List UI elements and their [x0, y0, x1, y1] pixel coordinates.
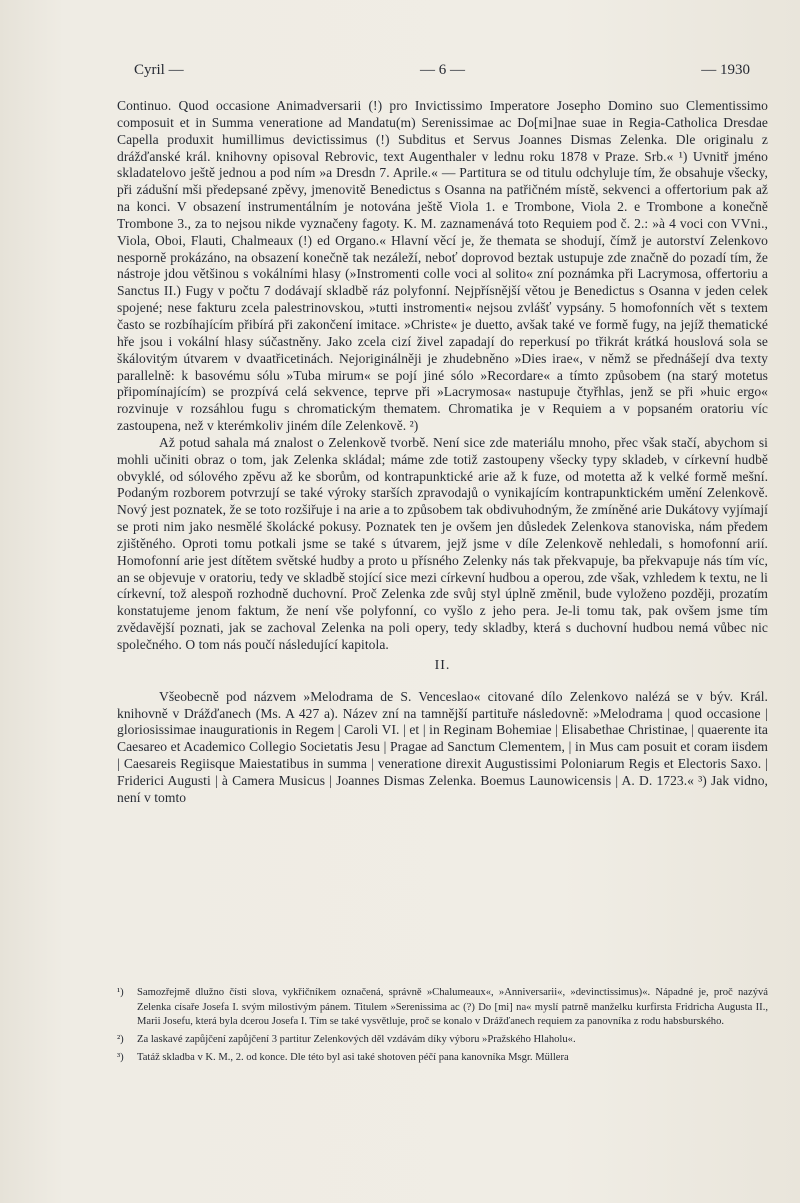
footnote-text: Tatáž skladba v K. M., 2. od konce. Dle této byl asi také shotoven péčí pana kanovníka Msgr. Müllera — [137, 1051, 569, 1063]
page-header — [134, 62, 750, 84]
footnote-marker: ³) — [117, 1051, 124, 1063]
footnotes — [117, 986, 768, 1069]
footnote-text: Za laskavé zapůjčení zapůjčení 3 partitur Zelenkových děl vzdávám díky výboru »Pražského Hlaholu«. — [137, 1034, 576, 1046]
footnote-text: Samozřejmě dlužno čísti slova, vykřičníkem označená, správně »Chalumeaux«, »Anniversarii«, »devinctissimus)«. Nápadné je, proč nazývá Zelenka císaře Josefa I. svým milostivým pánem. Titulem »Serenissima ac (?) Do [mi] na« myslí patrně manželku kurfirsta Fridricha Augusta II., Marii Josefu, která byla dcerou Josefa I. Tím se také vysvětluje, proč se konalo v Drážďanech requiem za panovníka z rodu habsburského. — [137, 987, 768, 1028]
footnote-marker: ²) — [117, 1034, 124, 1046]
running-head-year: — 1930 — [701, 62, 750, 78]
section-heading: II. — [434, 657, 451, 673]
body-text — [117, 98, 768, 807]
footnote-marker: ¹) — [117, 987, 124, 998]
paragraph-continuation: Continuo. Quod occasione Animadversarii (!) pro Invictissimo Imperatore Josepho Domino suo Clementissimo composuit et in Summa veneratione ad Mandatu(m) Serenissimae ac Do[mi]nae suae in Regia-Catholica Dresdae Capella produxit humillimus devictissimus (!) Subditus et Servus Joannes Dismas Zelenka. Dle originalu z drážďanské král. knihovny opisoval Rebrovic, text Augenthaler v lednu roku 1878 v Praze. Srb.« ¹) Uvnitř jméno skladatelovo ještě jednou a pod ním »a Dresdn 7. Aprile.« — Partitura se od titulu odchyluje tím, že obsahuje všecky, při zádušní mši předepsané zpěvy, jmenovitě Benedictus s Osanna na patřičném místě, sekvenci a offertorium pak až na konci. V obsazení instrumentálním je notována ještě Viola 1. e Trombone, Viola 2. e Trombone a konečně Trombone 3., za to nejsou nikde vyznačeny fagoty. K. M. zaznamenává toto Requiem pod č. 2.: »à 4 voci con VVni., Viola, Oboi, Flauti, Chalmeaux (!) ed Organo.« Hlavní věcí je, že themata se shodují, čímž je autorství Zelenkovo nesporně prokázáno, na obsazení konečně tak nezáleží, neboť doprovod beztak ustupuje zde značně do pozadí tím, že nástroje jdou většinou s vokálními hlasy (»Instromenti colle voci al solito« zní poznámka při Lacrymosa, offertoriu a Sanctus II.) Fugy v počtu 7 dodávají skladbě ráz polyfonní. Nejpřísnější větou je Benedictus s Osanna v jeden celek spojené; nese fakturu zcela palestrinovskou, »tutti instromenti« nejsou zvlášť vypsány. 5 homofonních vět s textem často se rozbíhajícím přibírá při zakončení imitace. »Christe« je duetto, avšak také ve formě fugy, na jejíž thematické hře jsou i vokální hlasy súčastněny. Jako zcela cizí živel zapadají do reperkusí po třikrát krátká houslová sola se škálovitým útvarem v dvaatřicetinách. Nejoriginálněji je zhudebněno »Dies irae«, v němž se přednášejí dva texty parallelně: k basovému sólu »Tuba mirum« se pojí jiné sólo »Recordare« a tímto způsobem (na starý motetus připomínajícím) se prozpívá celá sekvence, teprve při »Lacrymosa« nastupuje čtyřhlas, jenž se při »huic ergo« rozvinuje v rozsáhlou fugu s chromatickým thematem. Chromatika je v Requiem a v popsaném oratoriu víc zastoupena, než v kterémkoliv jiném díle Zelenkově. ²) — [117, 98, 768, 434]
running-head-author: Cyril — — [134, 62, 184, 78]
paragraph-melodrama: Všeobecně pod názvem »Melodrama de S. Venceslao« citované dílo Zelenkovo nalézá se v býv. Král. knihovně v Drážďanech (Ms. A 427 a). Název zní na tamnější partituře následovně: »Melodrama | quod occasione | gloriosissimae inaugurationis in Regem | Caroli VI. | et | in Reginam Bohemiae | Elisabethae Christinae, | quaerente ita Caesareo et Academico Collegio Societatis Jesu | Pragae ad Sanctum Clementem, | in Mus cam posuit et coram iisdem | Caesareis Regiisque Maiestatibus in summa | veneratione direxit Augustissimi Poloniarum Regis et Electoris Saxo. | Friderici Augusti | à Camera Musicus | Joannes Dismas Zelenka. Boemus Launowicensis | A. D. 1723.« ³) Jak vidno, není v tomto — [117, 688, 768, 805]
footnote — [117, 1033, 768, 1048]
footnote — [117, 1051, 768, 1066]
paragraph-summary: Až potud sahala má znalost o Zelenkově tvorbě. Není sice zde materiálu mnoho, přec však stačí, abychom si mohli učiniti obraz o tom, jak Zelenka skládal; máme zde totiž zastoupeny všecky typy skladeb, v církevní hudbě obvyklé, od sólového zpěvu až ke sborům, od kontrapunktické arie až k fuze, od motetta až k velké formě mešní. Podaným rozborem potvrzují se také výroky starších zpravodajů o vynikajícím kontrapunktickém umění Zelenkově. Nový jest poznatek, že se toto rozšiřuje i na arie a to způsobem tak obdivuhodným, že zmíněné arie Dukátovy vyjímají se proti nim jako nesmělé školácké pokusy. Poznatek ten je ovšem jen důsledek Zelenkova stanoviska, nám předem zjištěného. Oproti tomu potkali jsme se také s útvarem, jejž jsme v díle Zelenkově nehledali, s homofonní arií. Homofonní arie jest dítětem světské hudby a proto u přísného Zelenky nás tak překvapuje, ba překvapuje nás tím víc, an se objevuje v oratoriu, tedy ve skladbě stojící sice mezi církevní hudbou a operou, zde však, vzhledem k textu, ne li církevní, tož alespoň rozhodně duchovní. Proč Zelenka zde svůj styl úplně změnil, bude vyloženo později, prozatím konstatujeme jenom faktum, že není vše polyfonní, co vyšlo z jeho pera. Je-li tomu tak, pak ovšem jsme tím zvědavější poznati, jak se zachoval Zelenka na poli opery, tedy skladby, která s duchovní hudbou nemá vůbec nic společného. O tom nás poučí následující kapitola. — [117, 434, 768, 652]
footnote — [117, 986, 768, 1030]
page-number: — 6 — — [420, 62, 465, 78]
